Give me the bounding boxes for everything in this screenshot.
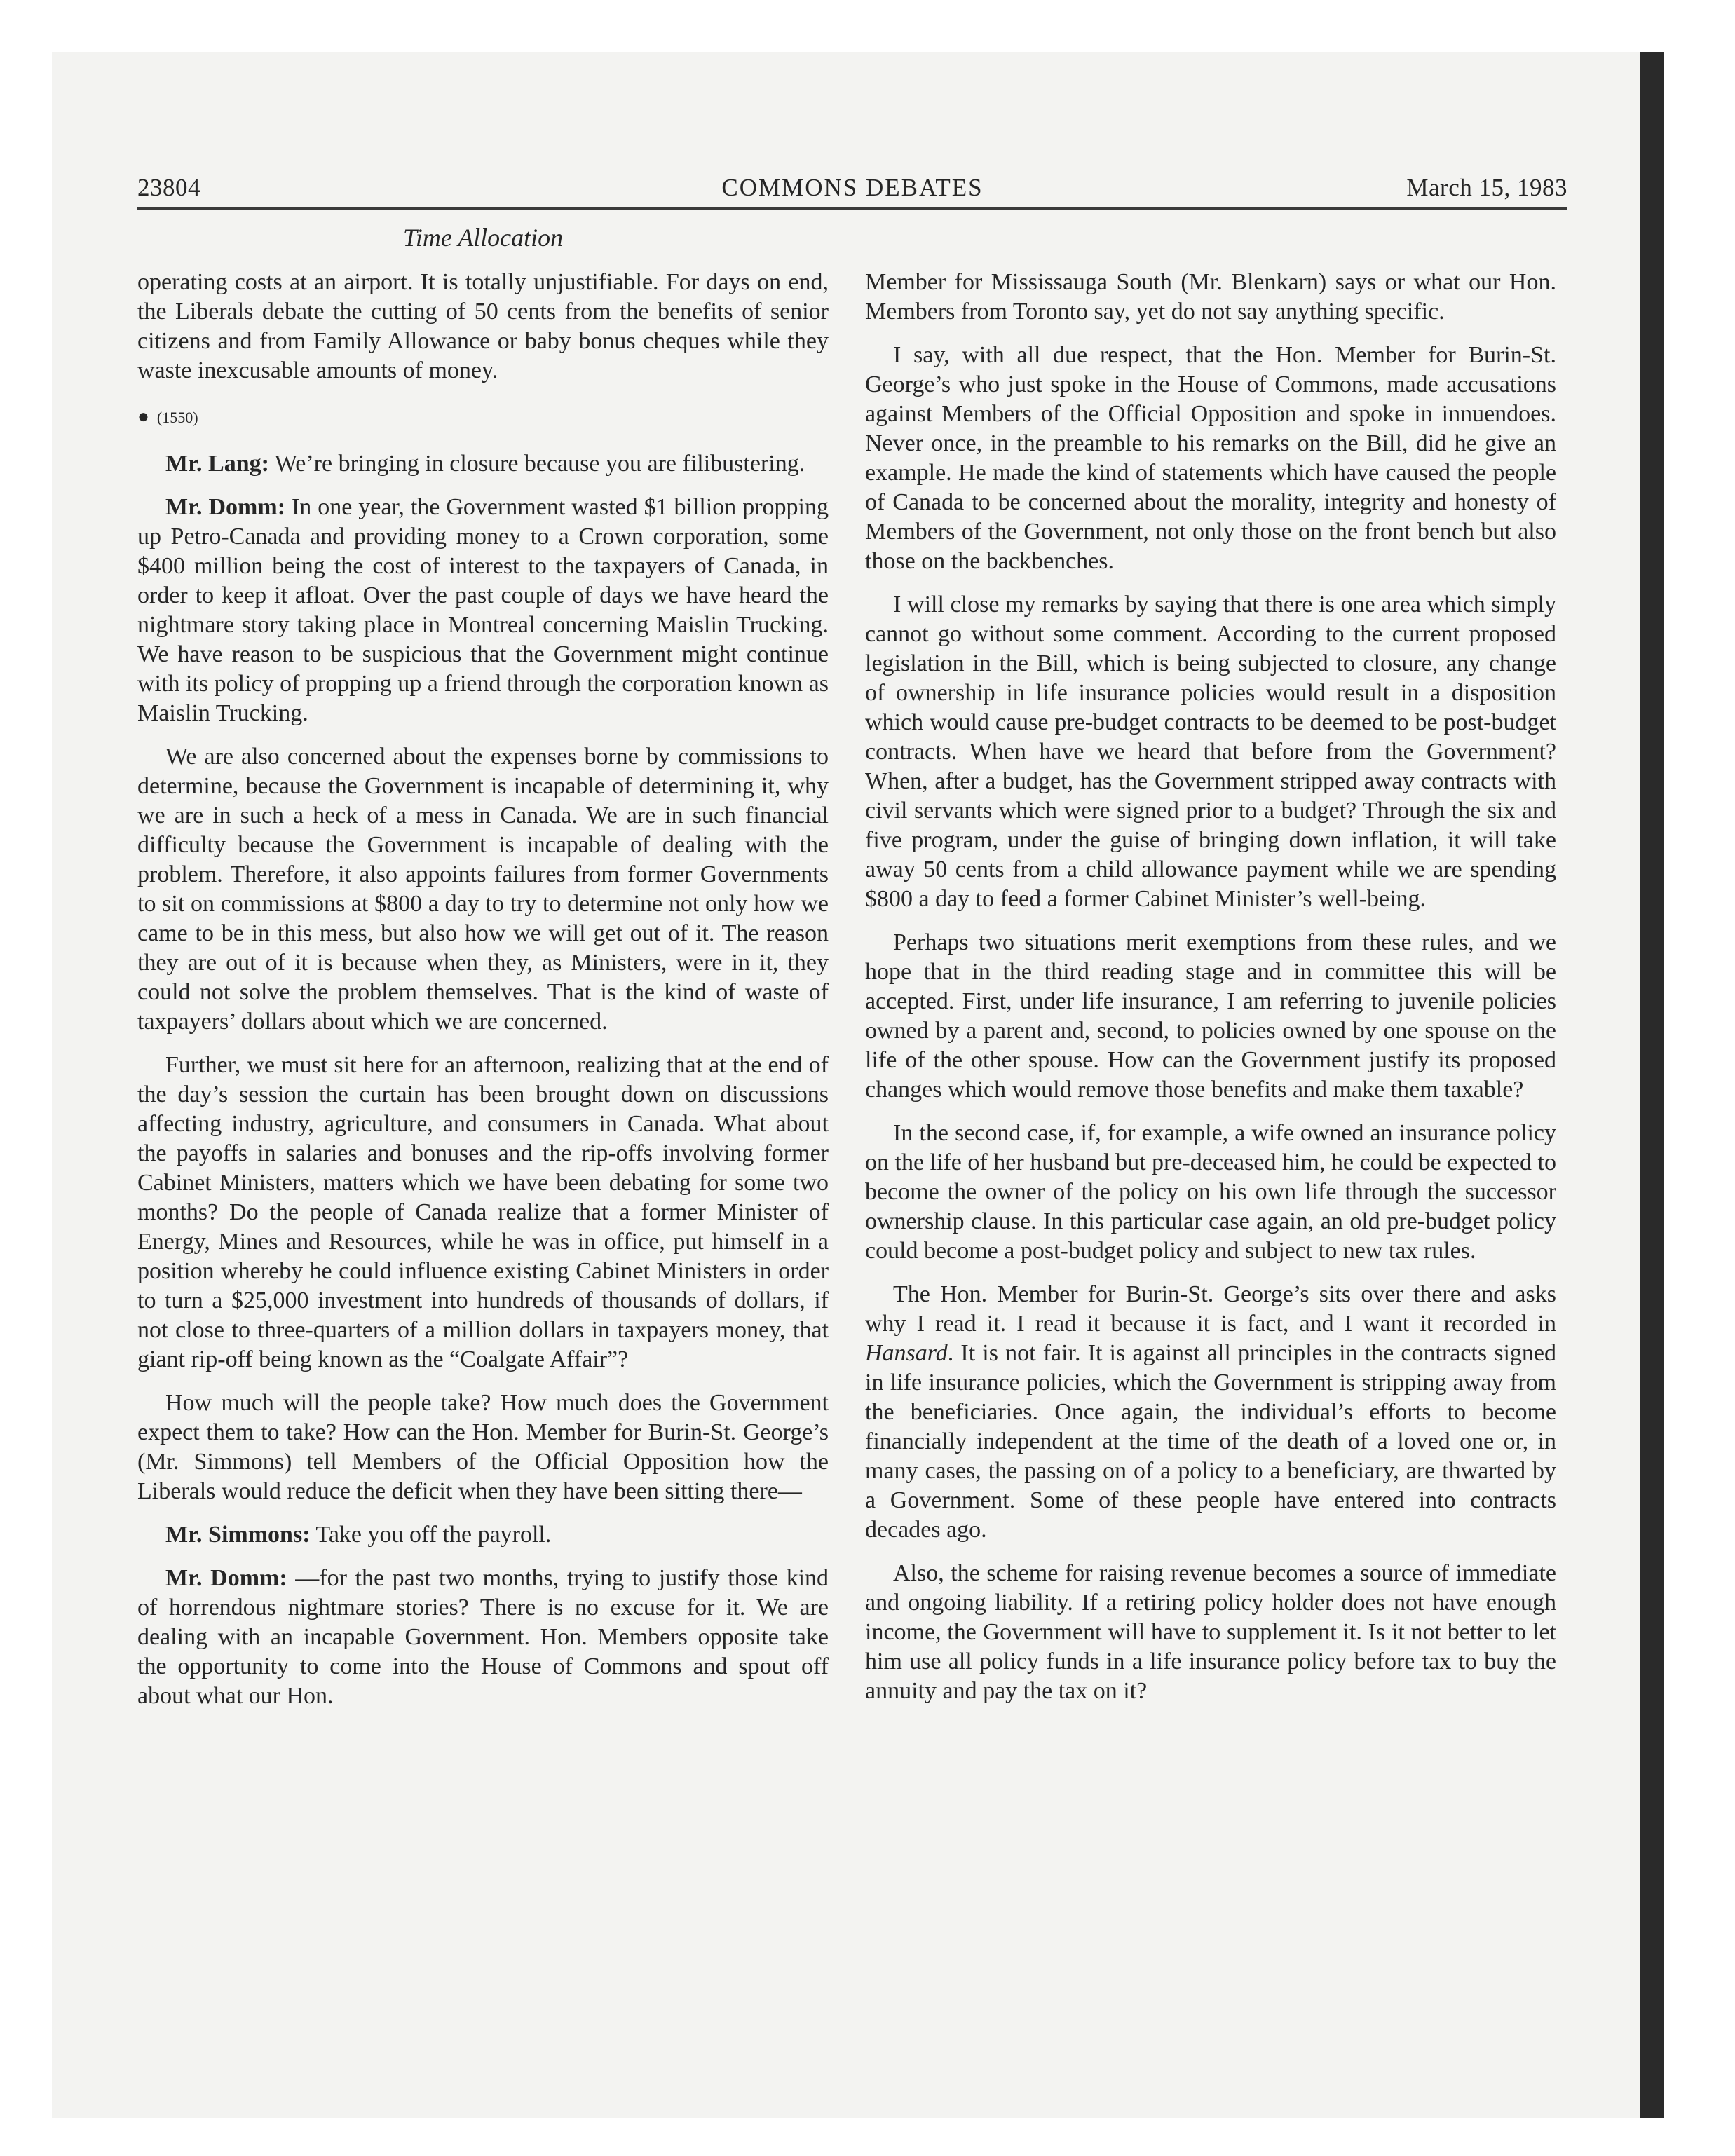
- paragraph: I will close my remarks by saying that there is one area which simply cannot go without some comment. According to the current proposed legislation in the Bill, which is being subjected to closure, any change of ownership in life insurance policies would result in a disposition which would cause pre-budget contracts to be deemed to be post-budget contracts. When have we heard that before from the Government? When, after a budget, has the Government stripped away contracts with civil servants which were signed prior to a budget? Through the six and five program, under the guise of bringing down inflation, it will take away 50 cents from a child allowance payment while we are spending $800 a day to feed a former Cabinet Minister’s well-being.: [865, 592, 1556, 912]
- hansard-title: Hansard: [865, 1340, 948, 1366]
- speaker-name: Mr. Simmons:: [165, 1522, 311, 1548]
- page-header: [137, 171, 1567, 209]
- publication-title: COMMONS DEBATES: [721, 174, 984, 201]
- speech-text: We’re bringing in closure because you are filibustering.: [274, 451, 805, 477]
- page-date: March 15, 1983: [1406, 174, 1567, 201]
- paragraph: Member for Mississauga South (Mr. Blenkarn) says or what our Hon. Members from Toronto say, yet do not say anything specific.: [865, 269, 1556, 325]
- paragraph: [137, 1520, 829, 1550]
- speech-text: In one year, the Government wasted $1 billion propping up Petro-Canada and providing money to a Crown corporation, some $400 million being the cost of interest to the taxpayers of Canada, in order to keep it afloat. Over the past couple of days we have heard the nightmare story taking place in Montreal concerning Maislin Trucking. We have reason to be suspicious that the Government might continue with its policy of propping up a friend through the corporation known as Maislin Trucking.: [137, 494, 829, 726]
- left-column: [137, 268, 829, 1725]
- speaker-name: Mr. Domm:: [165, 494, 286, 520]
- section-title: Time Allocation: [402, 224, 564, 252]
- paragraph: [137, 493, 829, 728]
- speech-text: The Hon. Member for Burin-St. George’s sits over there and asks why I read it. I read it because it is fact, and I want it recorded in: [865, 1281, 1556, 1337]
- header-rule: [137, 207, 1567, 210]
- paragraph: We are also concerned about the expenses borne by commissions to determine, because the Government is incapable of determining it, why we are in such a heck of a mess in Canada. We are in such financial difficulty because the Government is incapable of dealing with the problem. Therefore, it also appoints failures from former Governments to sit on commissions at $800 a day to try to determine not only how we came to be in this mess, but also how we will get out of it. The reason they are out of it is because when they, as Ministers, were in it, they could not solve the problem themselves. That is the kind of waste of taxpayers’ dollars about which we are concerned.: [137, 744, 829, 1035]
- paragraph: operating costs at an airport. It is totally unjustifiable. For days on end, the Liberals debate the cutting of 50 cents from the benefits of senior citizens and from Family Allowance or baby bonus cheques while they waste inexcusable amounts of money.: [137, 269, 829, 383]
- time-marker: [137, 407, 829, 428]
- speaker-name: Mr. Domm:: [165, 1565, 287, 1591]
- paragraph: I say, with all due respect, that the Hon. Member for Burin-St. George’s who just spoke in the House of Commons, made accusations against Members of the Official Opposition and spoke in innuendoes. Never once, in the preamble to his remarks on the Bill, did he give an example. He made the kind of statements which have caused the people of Canada to be concerned about the morality, integrity and honesty of Members of the Government, not only those on the front bench but also those on the backbenches.: [865, 342, 1556, 574]
- bullet-icon: ●: [137, 406, 149, 428]
- paragraph: [137, 1564, 829, 1711]
- paragraph: [865, 1280, 1556, 1545]
- paragraph: In the second case, if, for example, a wife owned an insurance policy on the life of her husband but pre-deceased him, he could be expected to become the owner of the policy on his own life through the successor ownership clause. In this particular case again, an old pre-budget policy could become a post-budget policy and subject to new tax rules.: [865, 1120, 1556, 1264]
- paragraph: Perhaps two situations merit exemptions from these rules, and we hope that in the third reading stage and in committee this will be accepted. First, under life insurance, I am referring to juvenile policies owned by a parent and, second, to policies owned by one spouse on the life of the other spouse. How can the Government justify its proposed changes which would remove those benefits and make them taxable?: [865, 929, 1556, 1103]
- paragraph: How much will the people take? How much does the Government expect them to take? How can the Hon. Member for Burin-St. George’s (Mr. Simmons) tell Members of the Official Opposition how the Liberals would reduce the deficit when they have been sitting there—: [137, 1390, 829, 1504]
- paragraph: [137, 449, 829, 479]
- speech-text: Take you off the payroll.: [315, 1522, 552, 1548]
- page-number: 23804: [137, 174, 200, 201]
- speech-text: . It is not fair. It is against all principles in the contracts signed in life insurance policies, which the Government is stripping away from the beneficiaries. Once again, the individual’s efforts to become financially independent at the time of the death of a loved one or, in many cases, the passing on of a policy to a beneficiary, are thwarted by a Government. Some of these people have entered into contracts decades ago.: [865, 1340, 1556, 1543]
- paragraph: Further, we must sit here for an afternoon, realizing that at the end of the day’s session the curtain has been brought down on discussions affecting industry, agriculture, and consumers in Canada. What about the payoffs in salaries and bonuses and the rip-offs involving former Cabinet Ministers, matters which we have been debating for some two months? Do the people of Canada realize that a former Minister of Energy, Mines and Resources, while he was in office, put himself in a position whereby he could influence existing Cabinet Ministers in order to turn a $25,000 investment into hundreds of thousands of dollars, if not close to three-quarters of a million dollars in taxpayers money, that giant rip-off being known as the “Coalgate Affair”?: [137, 1052, 829, 1372]
- speaker-name: Mr. Lang:: [165, 451, 269, 477]
- speech-text: —for the past two months, trying to justify those kind of horrendous nightmare stories? There is no excuse for it. We are dealing with an incapable Government. Hon. Members opposite take the opportunity to come into the House of Commons and spout off about what our Hon.: [137, 1565, 829, 1709]
- paragraph: Also, the scheme for raising revenue becomes a source of immediate and ongoing liability. If a retiring policy holder does not have enough income, the Government will have to supplement it. Is it not better to let him use all policy funds in a life insurance policy before tax to buy the annuity and pay the tax on it?: [865, 1560, 1556, 1704]
- right-column: [865, 268, 1556, 1720]
- scan-edge-shadow: [1640, 52, 1664, 2118]
- time-marker-label: (1550): [156, 409, 198, 426]
